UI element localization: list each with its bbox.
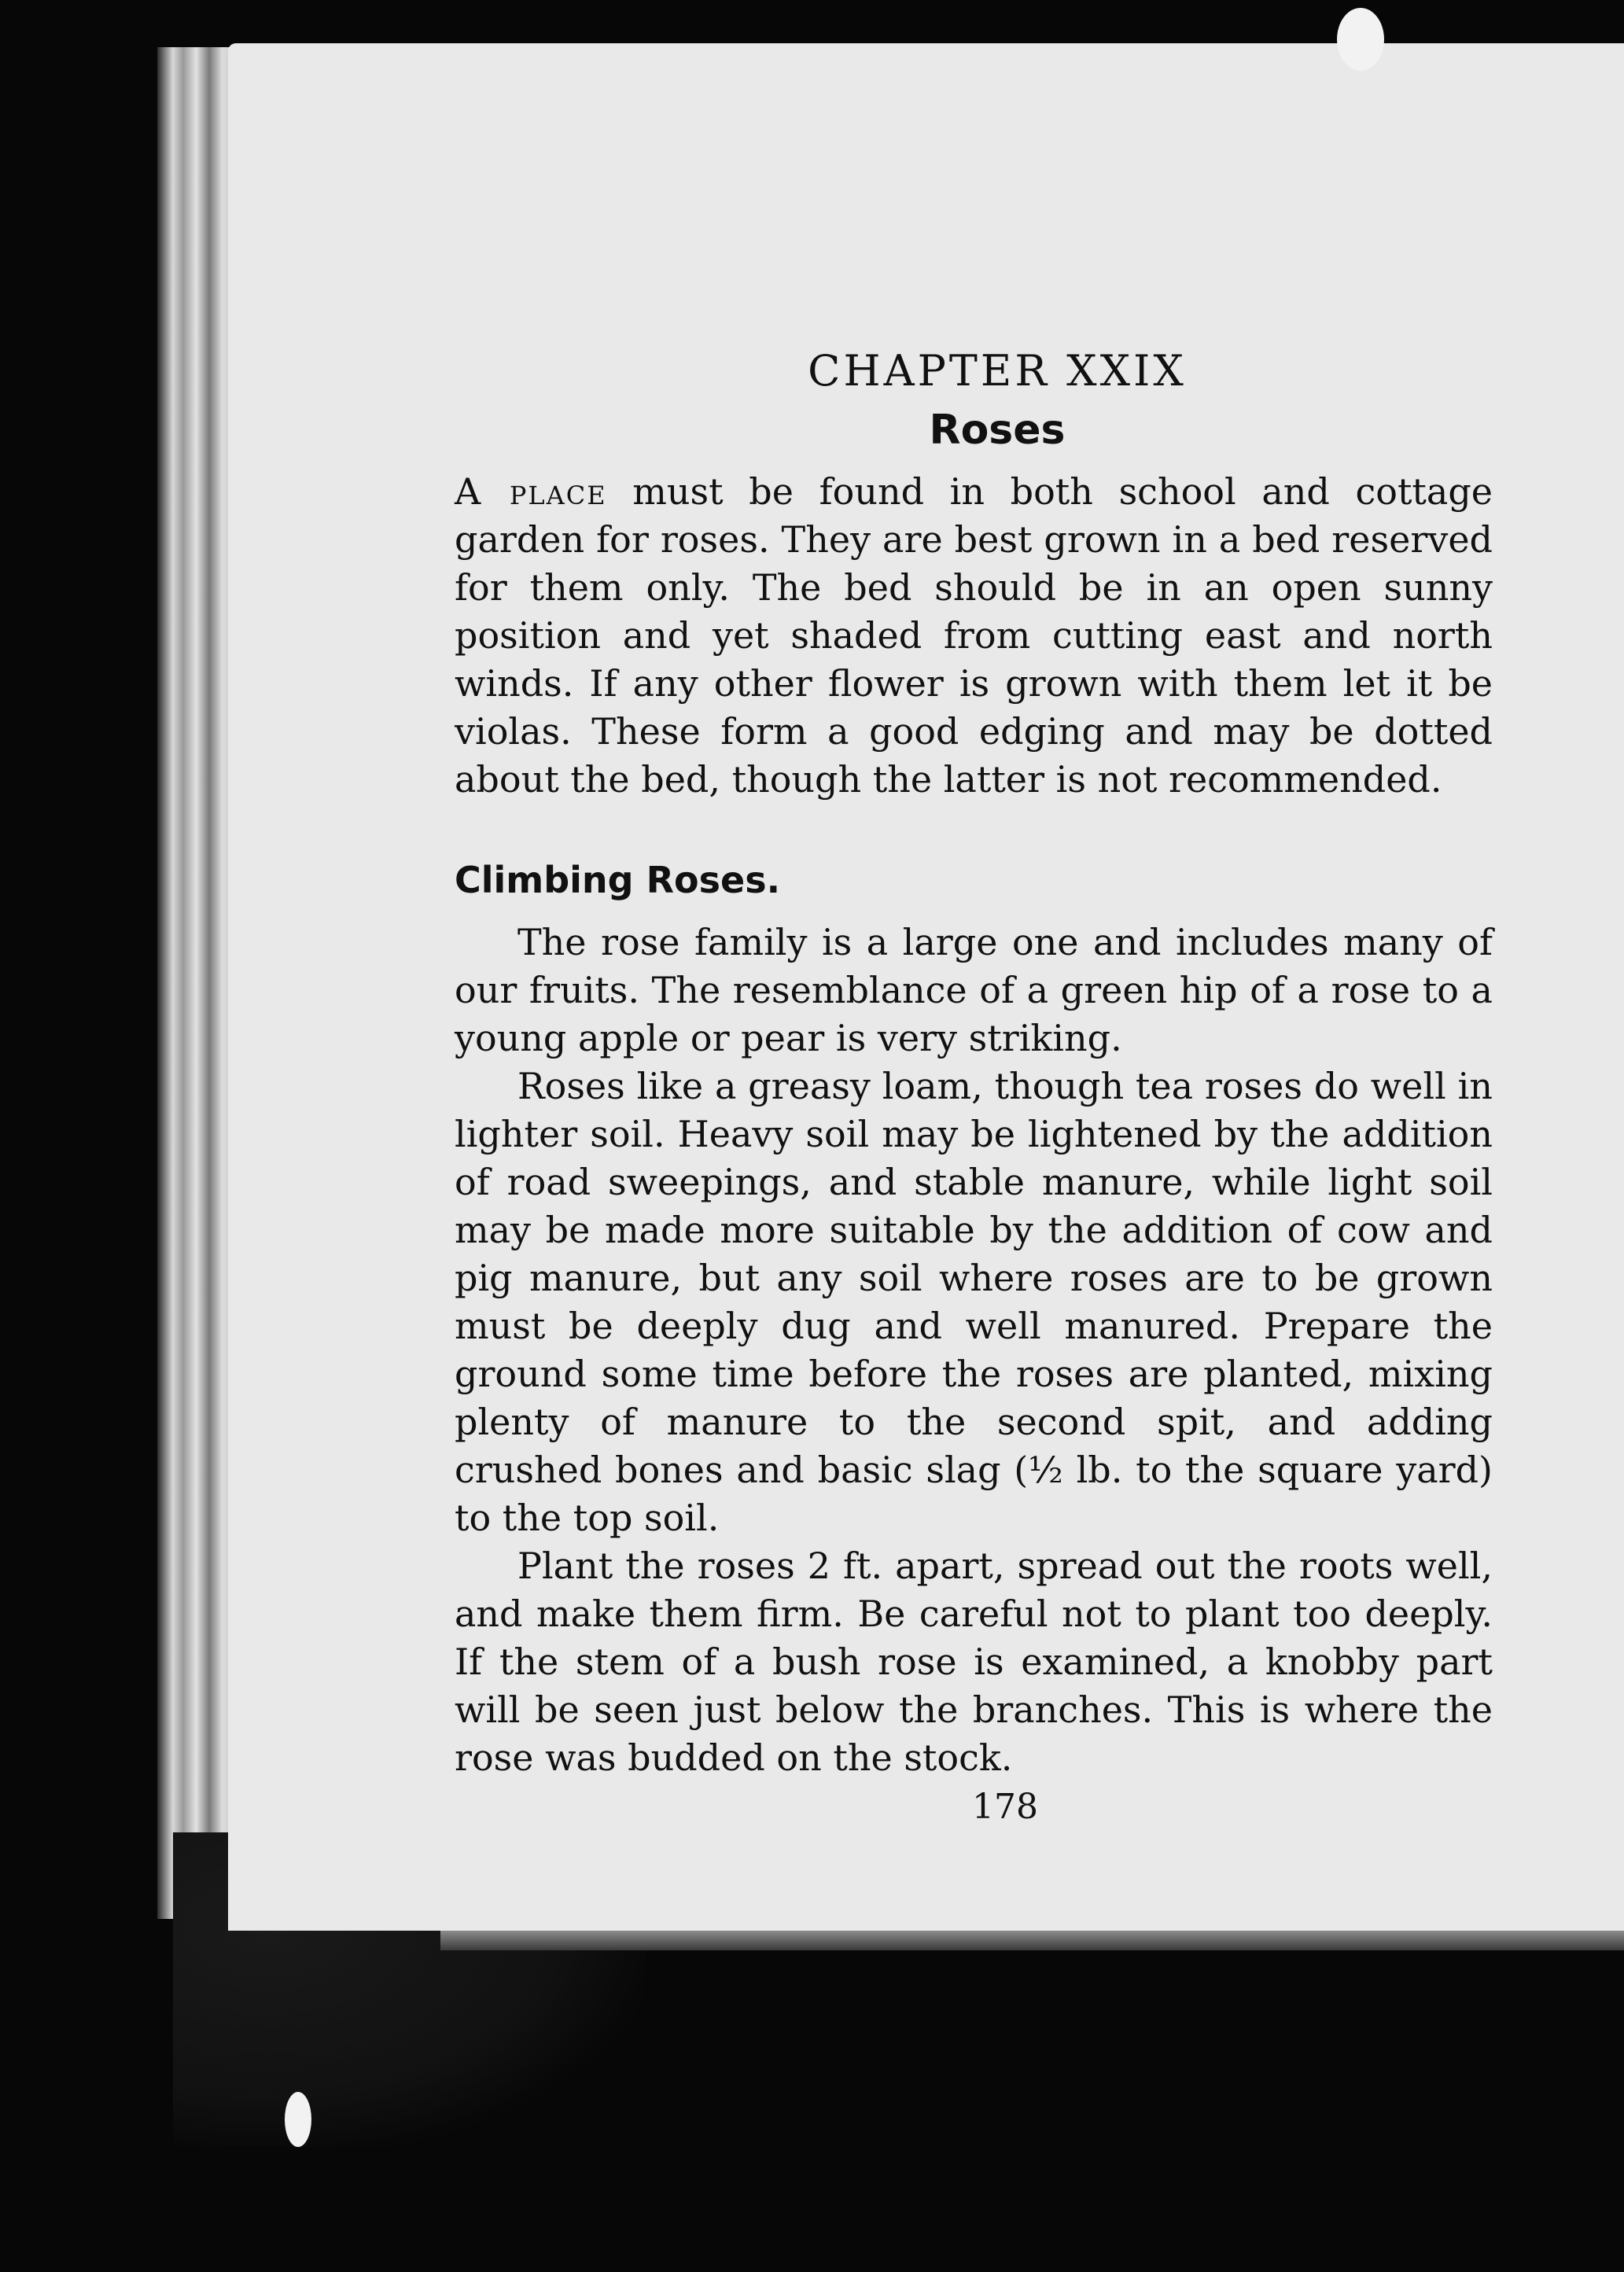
speck-bottom-left: [285, 2092, 311, 2147]
body-paragraph: The rose family is a large one and includes many of our fruits. The resemblance of a green hip of a rose to a young apple or pear is very striking.: [455, 921, 1493, 1059]
intro-text: must be found in both school and cottage garden for roses. They are best grown in a bed reserved for them only. The bed should be in an open sunny position and yet shaded from cutting east and north winds. If any other flower is grown with them let it be violas. These form a good edging and may be dotted about the bed, though the latter is not recommended.: [455, 470, 1493, 801]
intro-lead: A place: [455, 470, 607, 513]
page-number: 178: [972, 1787, 1038, 1827]
body-paragraph: Plant the roses 2 ft. apart, spread out the roots well, and make them firm. Be careful not to plant too deeply. If the stem of a bush rose is examined, a knobby part will be seen just below the branches. This is where the rose was budded on the stock.: [455, 1545, 1493, 1779]
section-heading: Climbing Roses.: [455, 859, 781, 901]
page-content: [455, 346, 1493, 1827]
page-title: Roses: [929, 407, 1066, 454]
speck-top-right: [1337, 8, 1384, 71]
chapter-heading: CHAPTER XXIX: [808, 346, 1187, 396]
body-paragraph: Roses like a greasy loam, though tea roses do well in lighter soil. Heavy soil may be lightened by the addition of road sweepings, and stable manure, while light soil may be made more suitable by the addition of cow and pig manure, but any soil where roses are to be grown must be deeply dug and well manured. Prepare the ground some time before the roses are planted, mixing plenty of manure to the second spit, and adding crushed bones and basic slag (½ lb. to the square yard) to the top soil.: [455, 1065, 1493, 1539]
intro-paragraph: [455, 468, 1493, 804]
